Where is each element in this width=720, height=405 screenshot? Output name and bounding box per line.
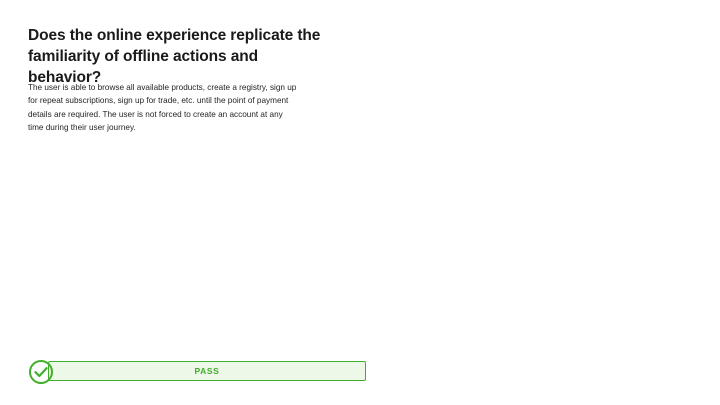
check-circle-icon — [28, 359, 54, 385]
status-badge: PASS — [194, 366, 220, 376]
status-banner — [28, 361, 366, 383]
body-paragraph: The user is able to browse all available products, create a registry, sign up for repeat subscriptions, sign up for trade, etc. until the point of payment details are required. The user is not forced to create an account at any time during their user journey. — [28, 83, 297, 132]
page-title: Does the online experience replicate the familiarity of offline actions and behavior? — [28, 27, 321, 86]
status-bar — [48, 361, 366, 381]
